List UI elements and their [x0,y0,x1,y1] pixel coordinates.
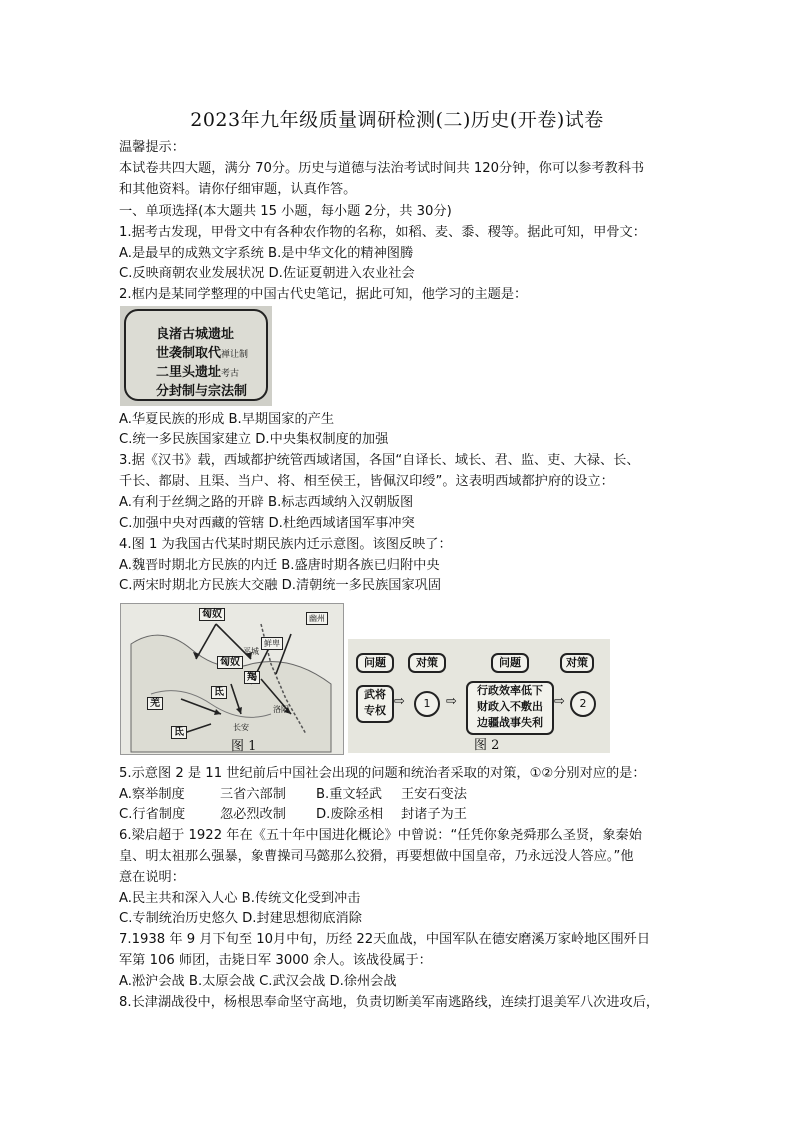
section-heading: 一、单项选择(本大题共 15 小题，每小题 2分，共 30分) [119,204,452,219]
q2-notes-image [120,306,272,406]
map-label-xiongnu-north: 匈奴 [199,608,225,621]
fig2-policy-1: 对策 [408,653,446,673]
q1-options-cd: C.反映商朝农业发展状况 D.佐证夏朝进入农业社会 [119,266,415,281]
q5-options-ab: A.察举制度 三省六部制 B.重文轻武 王安石变法 [119,787,467,802]
map-label-jie: 羯 [244,671,260,684]
note-line-3: 二里头遗址考古 [156,365,240,380]
exam-title: 2023年九年级质量调研检测(二)历史(开卷)试卷 [190,109,604,131]
q6-stem-1: 6.梁启超于 1922 年在《五十年中国进化概论》中曾说：“任凭你象尧舜那么圣贤，象秦始 [119,828,642,843]
map-label-di-2: 氐 [171,726,187,739]
figure-1-map [120,603,344,755]
q6-options-ab: A.民主共和深入人心 B.传统文化受到冲击 [119,891,361,906]
q6-options-cd: C.专制统治历史悠久 D.封建思想彻底消除 [119,911,362,926]
fig2-arrow-1: ⇨ [394,694,405,709]
q4-options-ab: A.魏晋时期北方民族的内迁 B.盛唐时期各族已归附中央 [119,558,440,573]
q3-stem-1: 3.据《汉书》载，西域都护统管西域诸国，各国“自译长、域长、君、监、吏、大禄、长、 [119,453,640,468]
note-line-4: 分封制与宗法制 [156,384,248,399]
q7-stem-2: 军第 106 师团，击毙日军 3000 余人。该战役属于： [119,953,432,968]
fig2-circle-2: 2 [570,691,596,717]
map-label-pingcheng: 平城 [243,647,259,656]
fig2-problem-2: 问题 [491,653,529,673]
q4-stem: 4.图 1 为我国古代某时期民族内迁示意图。该图反映了： [119,537,452,552]
note-line-1: 良渚古城遗址 [156,327,235,342]
intro-line-2: 和其他资料。请你仔细审题，认真作答。 [119,182,357,197]
map-label-changan: 长安 [233,723,249,732]
q3-options-cd: C.加强中央对西藏的管辖 D.杜绝西域诸国军事冲突 [119,516,415,531]
q7-stem-1: 7.1938 年 9 月下旬至 10月中旬，历经 22天血战，中国军队在德安磨溪万家岭地区围歼日 [119,932,651,947]
fig2-policy-2: 对策 [560,653,594,673]
figure-2-diagram [348,639,610,753]
note-line-2: 世袭制取代禅让制 [156,346,249,361]
q3-stem-2: 千长、都尉、且渠、当户、将、相至侯王，皆佩汉印绶”。这表明西域都护府的设立： [119,474,614,489]
fig2-arrow-3: ⇨ [554,694,565,709]
q8-stem: 8.长津湖战役中，杨根思奉命坚守高地，负责切断美军南逃路线，连续打退美军八次进攻后， [119,995,660,1010]
q1-options-ab: A.是最早的成熟文字系统 B.是中华文化的精神图腾 [119,246,414,261]
map-label-xianbei: 鲜卑 [261,637,283,650]
figure-1-caption: 图 1 [231,739,257,754]
q4-options-cd: C.两宋时期北方民族大交融 D.清朝统一多民族国家巩固 [119,578,442,593]
q6-stem-2: 皇、明太祖那么强暴，象曹操司马懿那么狡猾，再要想做中国皇帝，乃永远没人答应。”他 [119,849,634,864]
map-label-luoyang: 洛阳 [273,705,289,714]
q2-options-ab: A.华夏民族的形成 B.早期国家的产生 [119,412,335,427]
intro-line-1: 本试卷共四大题，满分 70分。历史与道德与法治考试时间共 120分钟，你可以参考教科书 [119,161,645,176]
q5-options-cd: C.行省制度 忽必烈改制 D.废除丞相 封诸子为王 [119,807,467,822]
tips-label: 温馨提示： [119,140,185,155]
map-label-qiang: 羌 [147,697,163,710]
q7-options: A.淞沪会战 B.太原会战 C.武汉会战 D.徐州会战 [119,974,397,989]
map-label-xiongnu-south: 匈奴 [217,656,243,669]
map-label-di-1: 氐 [211,686,227,699]
q2-notes-frame [124,309,268,401]
fig2-arrow-2: ⇨ [446,694,457,709]
fig2-issue-warlord: 武将 专权 [356,685,394,723]
fig2-circle-1: 1 [414,691,440,717]
q1-stem: 1.据考古发现，甲骨文中有各种农作物的名称，如稻、麦、黍、稷等。据此可知，甲骨文： [119,225,646,240]
fig2-issue-list: 行政效率低下 财政入不敷出 边疆战事失利 [466,681,554,735]
figure-2-caption: 图 2 [474,738,500,753]
q6-stem-3: 意在说明： [119,870,185,885]
q5-stem: 5.示意图 2 是 11 世纪前后中国社会出现的问题和统治者采取的对策，①②分别对应的是： [119,766,646,781]
fig2-problem-1: 问题 [356,653,394,673]
q2-options-cd: C.统一多民族国家建立 D.中央集权制度的加强 [119,432,389,447]
q3-options-ab: A.有利于丝绸之路的开辟 B.标志西域纳入汉朝版图 [119,495,414,510]
q2-stem: 2.框内是某同学整理的中国古代史笔记，据此可知，他学习的主题是： [119,287,528,302]
map-label-youzhou: 幽州 [306,612,328,625]
